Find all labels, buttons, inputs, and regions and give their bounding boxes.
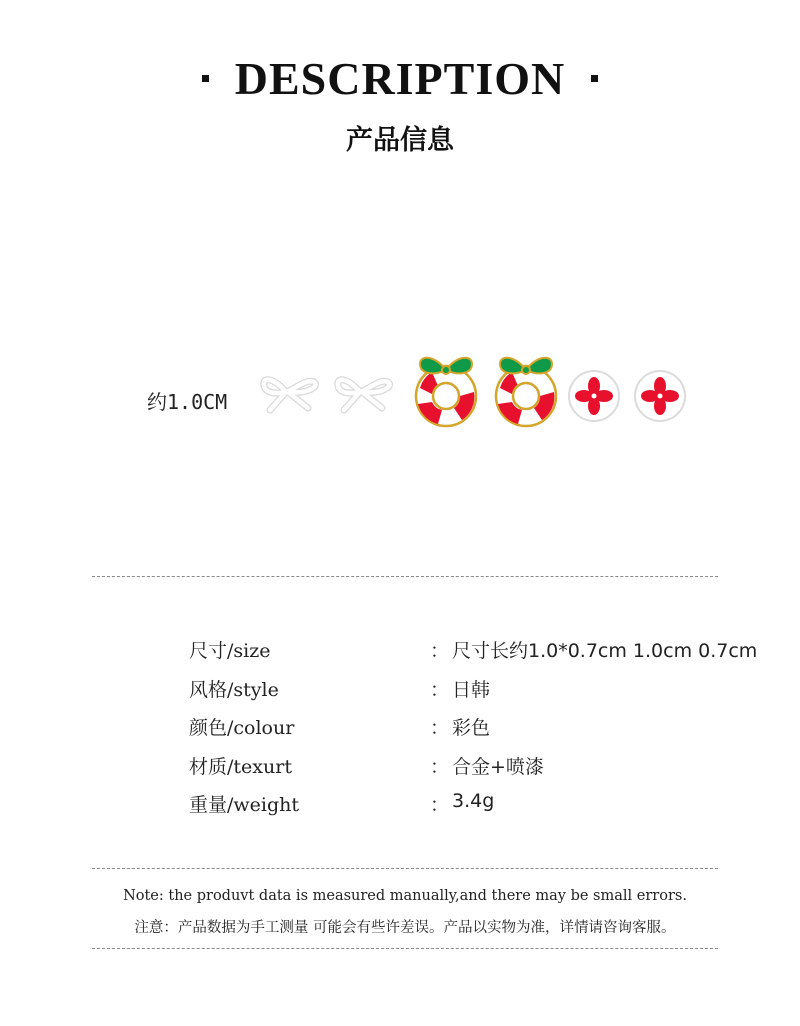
bullet-dot-right	[591, 75, 598, 82]
page-subtitle: 产品信息	[346, 125, 454, 156]
spec-row-weight	[0, 790, 800, 822]
bow-earring-icon	[256, 368, 322, 418]
spec-row-colour	[0, 713, 800, 745]
flower-earring-icon	[566, 368, 622, 424]
spec-label: 重量/weight	[189, 794, 300, 816]
spec-row-style	[0, 675, 800, 707]
spec-value: 彩色	[452, 717, 491, 739]
bullet-dot-left	[202, 75, 209, 82]
spec-value: 日韩	[452, 679, 491, 701]
divider-top	[92, 576, 718, 577]
spec-label: 颜色/colour	[189, 717, 295, 739]
spec-colon: ：	[430, 640, 450, 662]
wreath-earring-icon	[488, 348, 564, 430]
spec-colon: ：	[430, 679, 450, 701]
spec-colon: ：	[430, 717, 450, 739]
wreath-earring-icon	[408, 348, 484, 430]
spec-value: 3.4g	[452, 790, 495, 812]
divider-middle	[92, 868, 718, 869]
flower-earring-icon	[632, 368, 688, 424]
spec-colon: ：	[430, 756, 450, 778]
spec-label: 材质/texurt	[189, 756, 292, 778]
spec-colon: ：	[430, 794, 450, 816]
spec-value: 尺寸长约1.0*0.7cm 1.0cm 0.7cm	[452, 640, 758, 662]
spec-label: 风格/style	[189, 679, 279, 701]
spec-label: 尺寸/size	[189, 640, 271, 662]
size-label: 约1.0CM	[147, 390, 228, 414]
divider-bottom	[92, 948, 718, 949]
spec-row-size	[0, 636, 800, 668]
spec-value: 合金+喷漆	[452, 756, 544, 778]
spec-row-material	[0, 752, 800, 784]
note-english: Note: the produvt data is measured manually,and there may be small errors.	[123, 888, 687, 904]
title-row	[0, 52, 800, 105]
page-title: DESCRIPTION	[234, 53, 566, 104]
note-chinese: 注意：产品数据为手工测量 可能会有些许差误。产品以实物为准，详情请咨询客服。	[134, 920, 676, 936]
bow-earring-icon	[330, 368, 396, 418]
product-image	[248, 346, 718, 430]
